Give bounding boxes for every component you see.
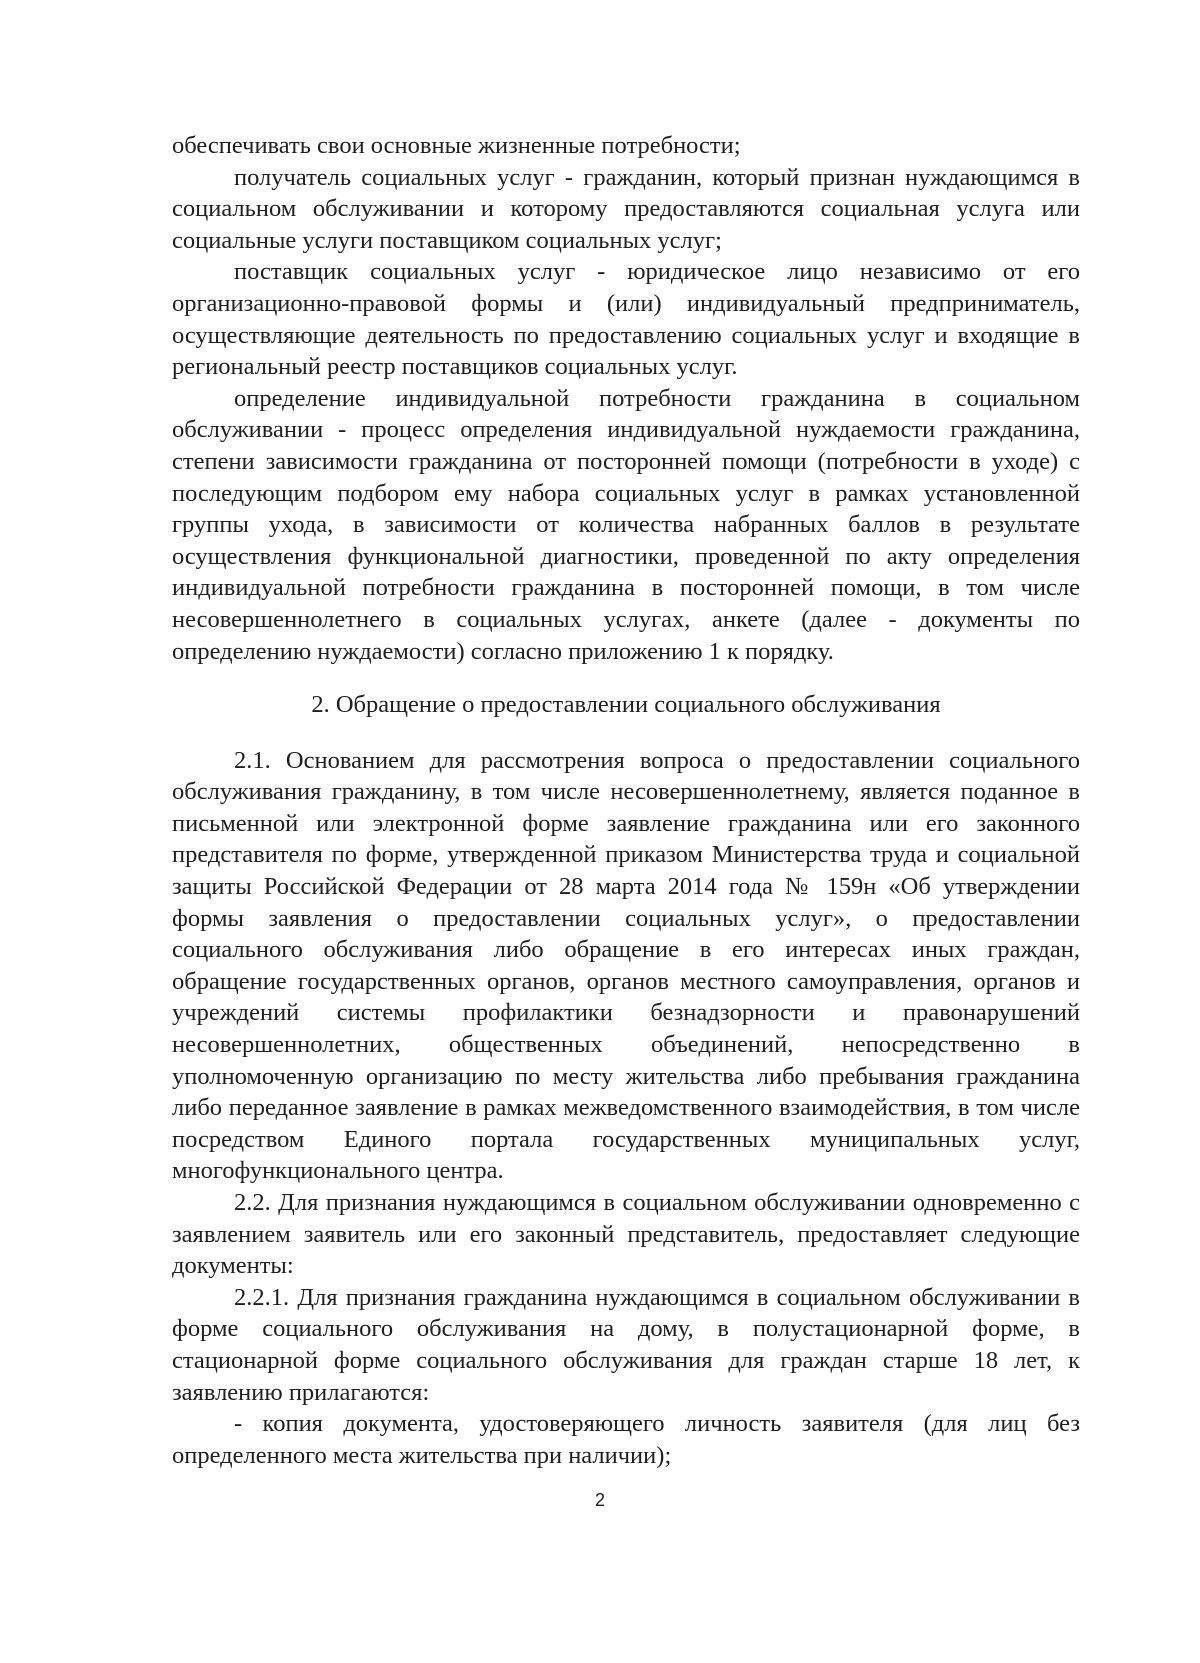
paragraph-definition-provider: поставщик социальных услуг - юридическое лицо независимо от его организационно-правовой формы и (или) индивидуальный предприниматель, осуществляющие деятельность по предоставлению социальных услуг и входящие в региональный реестр поставщиков социальных услуг. xyxy=(172,258,1080,381)
section-heading: 2. Обращение о предоставлении социального обслуживания xyxy=(311,691,941,719)
paragraph-continuation: обеспечивать свои основные жизненные потребности; xyxy=(172,132,741,159)
paragraph-definition-recipient: получатель социальных услуг - гражданин, который признан нуждающимся в социальном обслуживании и которому предоставляются социальная услуга или социальные услуги поставщиком социальных услуг; xyxy=(172,163,1080,254)
paragraph-2-1: 2.1. Основанием для рассмотрения вопроса о предоставлении социального обслуживания гражданину, в том числе несовершеннолетнему, является поданное в письменной или электронной форме заявление гражданина или его законного представителя по форме, утвержденной приказом Министерства труда и социальной защиты Российской Федерации от 28 марта 2014 года № 159н «Об утверждении формы заявления о предоставлении социальных услуг», о предоставлении социального обслуживания либо обращение в его интересах иных граждан, обращение государственных органов, органов местного самоуправления, органов и учреждений системы профилактики безнадзорности и правонарушений несовершеннолетних, общественных объединений, непосредственно в уполномоченную организацию по месту жительства либо пребывания гражданина либо переданное заявление в рамках межведомственного взаимодействия, в том числе посредством Единого портала государственных муниципальных услуг, многофункционального центра. xyxy=(172,746,1080,1185)
paragraph-2-2: 2.2. Для признания нуждающимся в социальном обслуживании одновременно с заявлением заявитель или его законный представитель, предоставляет следующие документы: xyxy=(172,1189,1080,1280)
paragraph-2-2-1: 2.2.1. Для признания гражданина нуждающимся в социальном обслуживании в форме социального обслуживания на дому, в полустационарной форме, в стационарной форме социального обслуживания для граждан старше 18 лет, к заявлению прилагаются: xyxy=(172,1283,1080,1406)
paragraph-definition-needs-assessment: определение индивидуальной потребности гражданина в социальном обслуживании - процесс определения индивидуальной нуждаемости гражданина, степени зависимости гражданина от посторонней помощи (потребности в уходе) с последующим подбором ему набора социальных услуг в рамках установленной группы ухода, в зависимости от количества набранных баллов в результате осуществления функциональной диагностики, проведенной по акту определения индивидуальной потребности гражданина в посторонней помощи, в том числе несовершеннолетнего в социальных услугах, анкете (далее - документы по определению нуждаемости) согласно приложению 1 к порядку. xyxy=(172,384,1080,665)
paragraph-list-item-id-copy: - копия документа, удостоверяющего личность заявителя (для лиц без определенного места жительства при наличии); xyxy=(172,1410,1080,1469)
page-number: 2 xyxy=(594,1490,605,1510)
